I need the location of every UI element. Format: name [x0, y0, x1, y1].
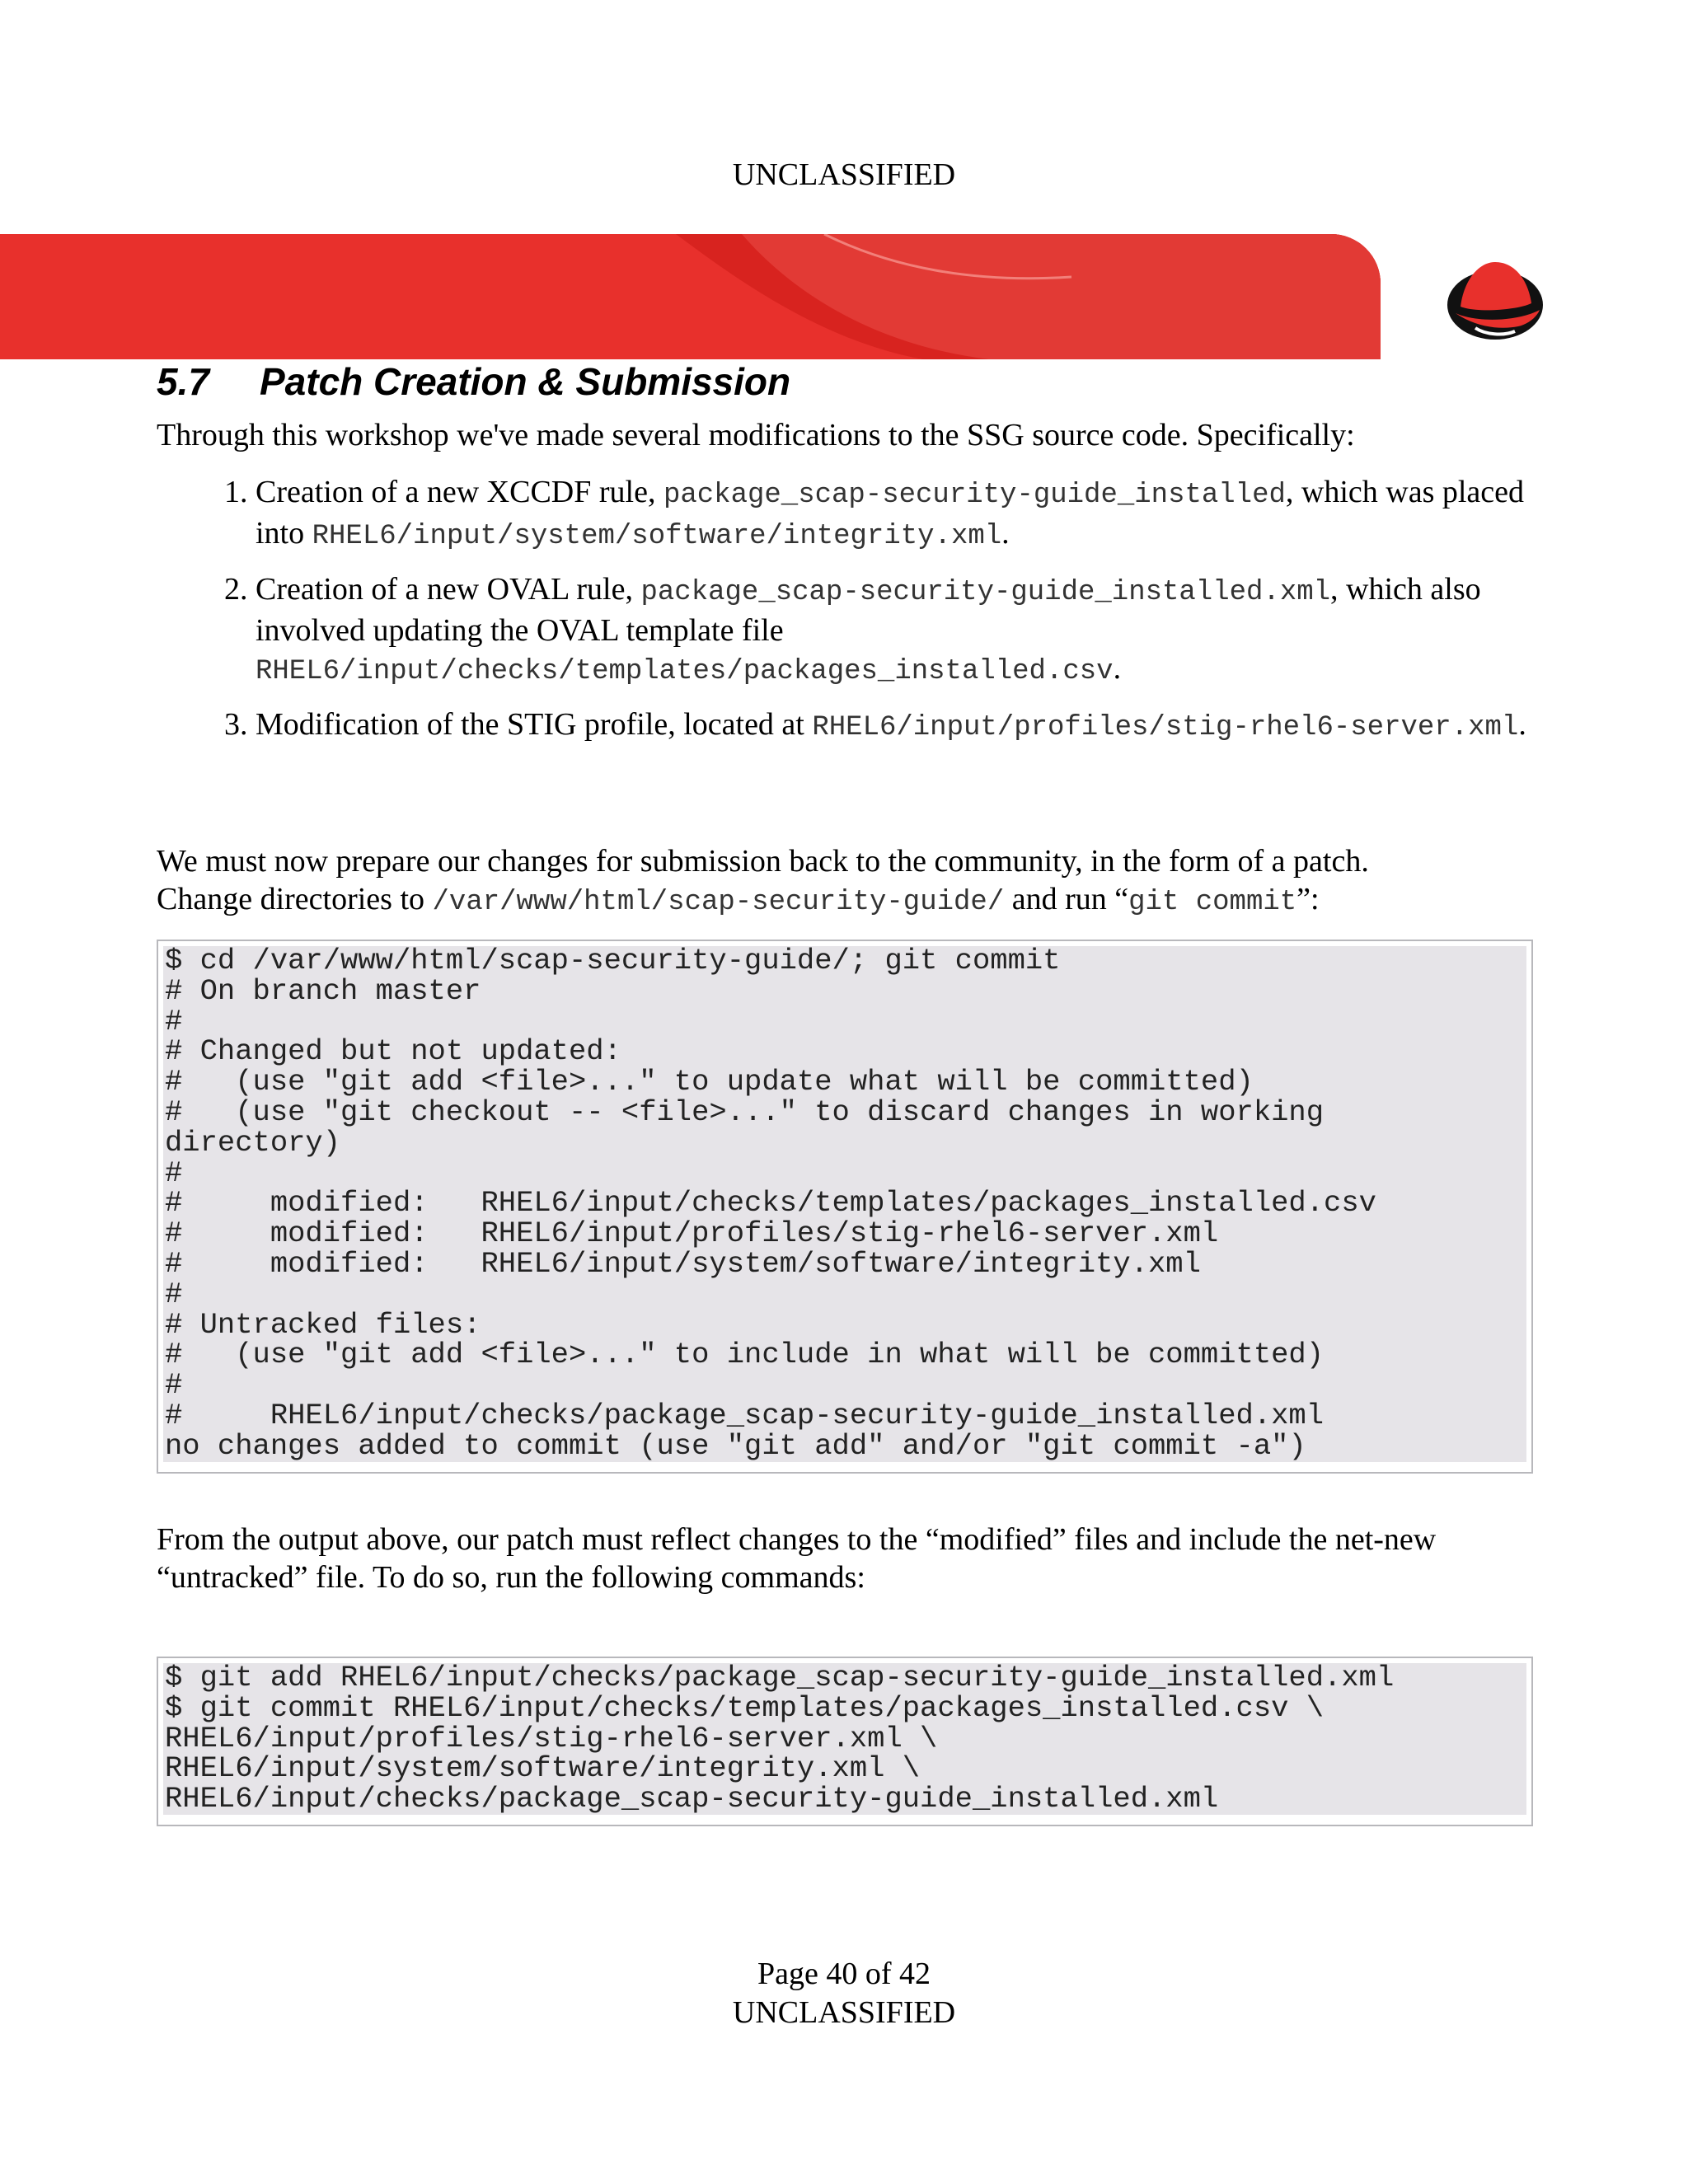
header-banner	[0, 234, 1381, 359]
section-heading	[157, 359, 790, 404]
list-item: 2. Creation of a new OVAL rule, package_scap-security-guide_installed.xml, which also involved updating the OVAL template file RHEL6/input/checks/templates/packages_installed.csv.	[256, 570, 1566, 691]
intro-paragraph: Through this workshop we've made several modifications to the SSG source code. Specifically:	[157, 418, 1355, 452]
prepare-paragraph: We must now prepare our changes for submission back to the community, in the form of a patch. Change directories to /var/www/html/scap-security-guide/ and run “git commit”:	[157, 844, 1369, 918]
inline-code: RHEL6/input/profiles/stig-rhel6-server.xml	[812, 712, 1519, 743]
inline-code: RHEL6/input/checks/templates/packages_installed.csv	[256, 656, 1114, 687]
classification-header: UNCLASSIFIED	[732, 157, 956, 192]
page-number: Page 40 of 42	[757, 1957, 931, 1991]
git-status-output	[157, 940, 1533, 1474]
inline-code: git commit	[1128, 887, 1297, 918]
redhat-logo	[1444, 255, 1551, 346]
code-block: $ git add RHEL6/input/checks/package_scap-security-guide_installed.xml $ git commit RHEL6/input/checks/templates/packages_installed.csv \ RHEL6/input/profiles/stig-rhel6-server.xml \ RHEL6/input/system/software/integrity.xml \ RHEL6/input/checks/package_scap-security-guide_installed.xml	[163, 1663, 1526, 1815]
banner-swoosh	[0, 234, 1381, 359]
list-item: 3. Modification of the STIG profile, located at RHEL6/input/profiles/stig-rhel6-server.xml.	[256, 705, 1566, 747]
inline-code: RHEL6/input/system/software/integrity.xml	[312, 521, 1002, 552]
inline-code: package_scap-security-guide_installed	[663, 480, 1286, 511]
inline-code: package_scap-security-guide_installed.xml	[640, 577, 1331, 608]
list-item: 1. Creation of a new XCCDF rule, package_scap-security-guide_installed, which was placed into RHEL6/input/system/software/integrity.xml.	[256, 473, 1566, 555]
modifications-list	[157, 473, 1566, 762]
git-commands	[157, 1657, 1533, 1826]
inline-code: /var/www/html/scap-security-guide/	[432, 887, 1005, 918]
code-block: $ cd /var/www/html/scap-security-guide/; git commit # On branch master # # Changed but not updated: # (use "git add <file>..." to update what will be committed) # (use "git checkout -- <file>..." to discard changes in working directory) # # modified: RHEL6/input/checks/templates/packages_installed.csv # modified: RHEL6/input/profiles/stig-rhel6-server.xml # modified: RHEL6/input/system/software/integrity.xml # # Untracked files: # (use "git add <file>..." to include in what will be committed) # # RHEL6/input/checks/package_scap-security-guide_installed.xml no changes added to commit (use "git add" and/or "git commit -a")	[163, 946, 1526, 1462]
section-title: Patch Creation & Submission	[260, 360, 791, 403]
section-number: 5.7	[157, 360, 209, 403]
after-paragraph: From the output above, our patch must reflect changes to the “modified” files and include the net-new “untracked” file. To do so, run the following commands:	[157, 1522, 1437, 1595]
classification-footer: UNCLASSIFIED	[732, 1995, 956, 2030]
